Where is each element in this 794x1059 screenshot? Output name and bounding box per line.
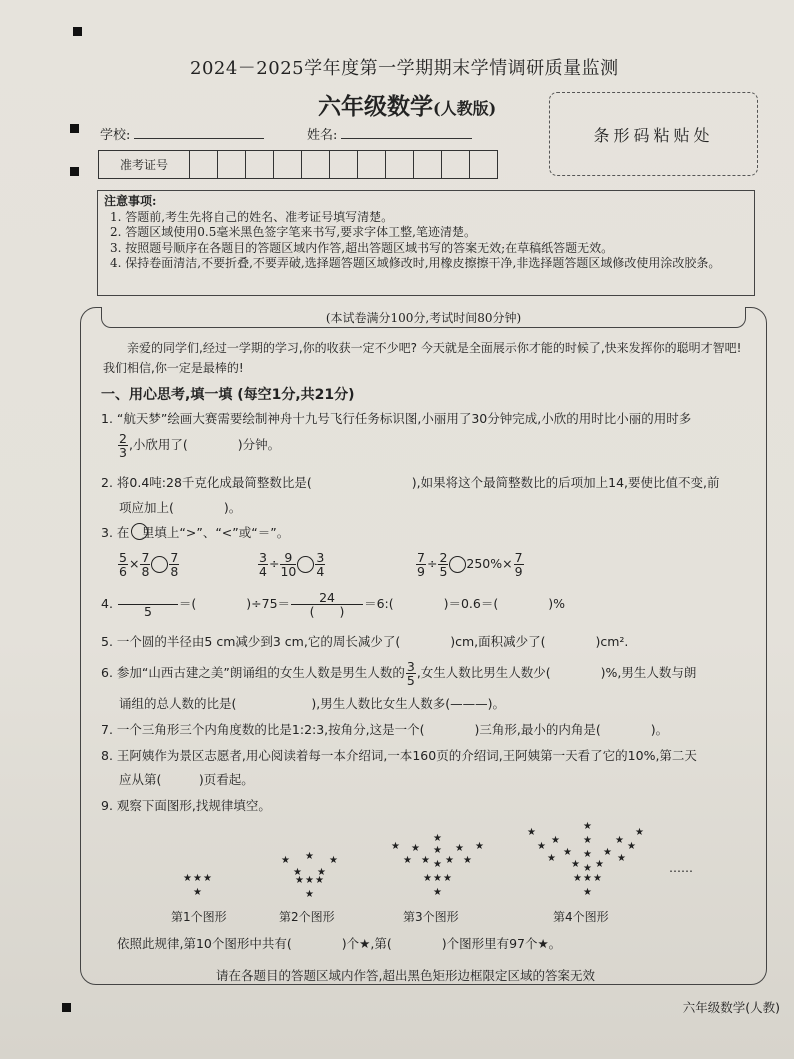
star-icon: ★: [475, 841, 484, 852]
exam-title: 2024－2025学年度第一学期期末学情调研质量监测: [190, 58, 619, 79]
star-icon: ★: [315, 875, 324, 886]
star-icon: ★: [583, 821, 592, 832]
star-icon: ★: [305, 851, 314, 862]
star-icon: ★: [603, 847, 612, 858]
answer-frame: [80, 307, 767, 985]
school-field[interactable]: [134, 137, 264, 139]
star-icon: ★: [563, 847, 572, 858]
name-field[interactable]: [341, 137, 472, 139]
exam-info: (本试卷满分100分,考试时间80分钟): [101, 307, 746, 328]
notice-item: 4. 保持卷面清洁,不要折叠,不要弄破,选择题答题区域修改时,用橡皮擦擦干净,非选择题答题区域修改使用涂改胶条。: [110, 256, 721, 270]
compare-circle[interactable]: [297, 556, 314, 573]
star-icon: ★: [433, 833, 442, 844]
question-1-cont: $\frac{2}{3}$ ,小欣用了( )分钟。: [119, 431, 281, 460]
exam-id-grid: [98, 150, 498, 179]
star-icon: ★: [583, 873, 592, 884]
edition-label: (人教版): [433, 99, 497, 118]
star-icon: ★: [617, 853, 626, 864]
barcode-area: 条形码粘贴处: [549, 92, 758, 176]
registration-mark: [70, 124, 79, 133]
exam-id-cell[interactable]: [330, 151, 358, 178]
star-icon: ★: [411, 843, 420, 854]
notice-box: [97, 190, 755, 296]
question-9-answer: 依照此规律,第10个图形中共有( )个★,第( )个图形里有97个★。: [117, 936, 562, 951]
question-8: 8. 王阿姨作为景区志愿者,用心阅读着每一本介绍词,一本160页的介绍词,王阿姨第一天看了它的10%,第二天: [101, 748, 697, 763]
exam-id-cell[interactable]: [470, 151, 497, 178]
question-2-cont: 项应加上( )。: [119, 500, 242, 515]
figure-caption: 第3个图形: [403, 910, 459, 924]
star-icon: ★: [293, 867, 302, 878]
star-icon: ★: [593, 873, 602, 884]
school-label: 学校:: [100, 128, 131, 143]
star-icon: ★: [421, 855, 430, 866]
exam-id-label: 准考证号: [99, 151, 190, 178]
star-icon: ★: [583, 887, 592, 898]
question-6: 6. 参加“山西古建之美”朗诵组的女生人数是男生人数的 $\frac{3}{5}$ ,女生人数比男生人数少( )%,男生人数与朗: [101, 659, 697, 688]
star-icon: ★: [635, 827, 644, 838]
question-1: 1. “航天梦”绘画大赛需要绘制神舟十九号飞行任务标识图,小丽用了30分钟完成,小欣的用时比小丽的用时多: [101, 411, 692, 426]
star-icon: ★: [571, 859, 580, 870]
star-icon: ★: [583, 863, 592, 874]
star-icon: ★: [329, 855, 338, 866]
star-icon: ★: [573, 873, 582, 884]
registration-mark: [62, 1003, 71, 1012]
star-icon: ★: [183, 873, 192, 884]
footer-note: 请在各题目的答题区域内作答,超出黑色矩形边框限定区域的答案无效: [216, 968, 595, 983]
question-6-cont: 诵组的总人数的比是( ),男生人数比女生人数多(———)。: [119, 696, 505, 711]
exam-id-cell[interactable]: [246, 151, 274, 178]
question-3: 3. 在 里填上“>”、“<”或“＝”。: [101, 525, 290, 540]
name-label: 姓名:: [307, 128, 338, 143]
star-icon: ★: [443, 873, 452, 884]
star-icon: ★: [295, 875, 304, 886]
question-2: 2. 将0.4吨:28千克化成最简整数比是( ),如果将这个最简整数比的后项加上14,要使比值不变,前: [101, 475, 720, 490]
question-4: 4. 5 ＝( )÷75＝ $\frac{24}{( )}$ ＝6:( )＝0.6＝( )%: [101, 590, 565, 619]
registration-mark: [70, 167, 79, 176]
star-icon: ★: [527, 827, 536, 838]
star-icon: ★: [433, 887, 442, 898]
exam-id-cell[interactable]: [302, 151, 330, 178]
star-icon: ★: [445, 855, 454, 866]
question-3-expr-3: $\frac{7}{9}$ ÷ $\frac{2}{5}$ 250%× $\frac{7}{9}$: [417, 550, 523, 579]
question-3-expr-2: $\frac{3}{4}$ ÷ $\frac{9}{10}$ $\frac{3}{4}$: [259, 550, 325, 579]
registration-mark: [73, 27, 82, 36]
exam-id-cell[interactable]: [358, 151, 386, 178]
compare-circle[interactable]: [449, 556, 466, 573]
star-icon: ★: [455, 843, 464, 854]
star-icon: ★: [583, 849, 592, 860]
fraction: $\frac{2}{3}$: [119, 431, 127, 460]
subject-title: [318, 88, 496, 121]
star-icon: ★: [551, 835, 560, 846]
notice-item: 2. 答题区域使用0.5毫米黑色签字笔来书写,要求字体工整,笔迹清楚。: [110, 225, 476, 239]
exam-id-cell[interactable]: [190, 151, 218, 178]
star-icon: ★: [583, 835, 592, 846]
star-icon: ★: [547, 853, 556, 864]
page-footer: 六年级数学(人教): [682, 1000, 780, 1015]
star-icon: ★: [193, 873, 202, 884]
star-icon: ★: [595, 859, 604, 870]
ellipsis: ……: [669, 861, 693, 875]
star-icon: ★: [463, 855, 472, 866]
figure-caption: 第1个图形: [171, 910, 227, 924]
exam-id-cell[interactable]: [442, 151, 470, 178]
subject-name: 六年级数学: [318, 93, 433, 120]
section-heading: 一、用心思考,填一填 (每空1分,共21分): [101, 387, 355, 403]
star-icon: ★: [433, 859, 442, 870]
intro-text: 亲爱的同学们,经过一学期的学习,你的收获一定不少吧? 今天就是全面展示你才能的时候了,快来发挥你的聪明才智吧! 我们相信,你一定是最棒的!: [103, 341, 742, 375]
star-icon: ★: [305, 889, 314, 900]
question-8-cont: 应从第( )页看起。: [119, 772, 254, 787]
star-icon: ★: [433, 873, 442, 884]
star-icon: ★: [615, 835, 624, 846]
star-icon: ★: [433, 845, 442, 856]
compare-circle: [131, 523, 148, 540]
figure-caption: 第2个图形: [279, 910, 335, 924]
star-icon: ★: [281, 855, 290, 866]
compare-circle[interactable]: [151, 556, 168, 573]
star-icon: ★: [305, 875, 314, 886]
star-icon: ★: [537, 841, 546, 852]
notice-title: 注意事项:: [104, 194, 157, 208]
star-icon: ★: [193, 887, 202, 898]
exam-id-cell[interactable]: [386, 151, 414, 178]
exam-id-cell[interactable]: [274, 151, 302, 178]
question-7: 7. 一个三角形三个内角度数的比是1:2:3,按角分,这是一个( )三角形,最小的内角是( )。: [101, 722, 669, 737]
question-9: 9. 观察下面图形,找规律填空。: [101, 798, 271, 813]
figure-caption: 第4个图形: [553, 910, 609, 924]
star-icon: ★: [403, 855, 412, 866]
notice-item: 1. 答题前,考生先将自己的姓名、准考证号填写清楚。: [110, 209, 394, 224]
question-3-expr-1: $\frac{5}{6}$ × $\frac{7}{8}$ $\frac{7}{8}$: [119, 550, 179, 579]
star-icon: ★: [317, 867, 326, 878]
question-5: 5. 一个圆的半径由5 cm减少到3 cm,它的周长减少了( )cm,面积减少了( )cm².: [101, 634, 629, 649]
star-icon: ★: [391, 841, 400, 852]
fraction: $\frac{3}{5}$: [406, 659, 415, 688]
star-icon: ★: [423, 873, 432, 884]
notice-item: 3. 按照题号顺序在各题目的答题区域内作答,超出答题区域书写的答案无效;在草稿纸答题无效。: [110, 240, 614, 255]
exam-id-cell[interactable]: [218, 151, 246, 178]
star-icon: ★: [203, 873, 212, 884]
exam-id-cell[interactable]: [414, 151, 442, 178]
star-icon: ★: [627, 841, 636, 852]
